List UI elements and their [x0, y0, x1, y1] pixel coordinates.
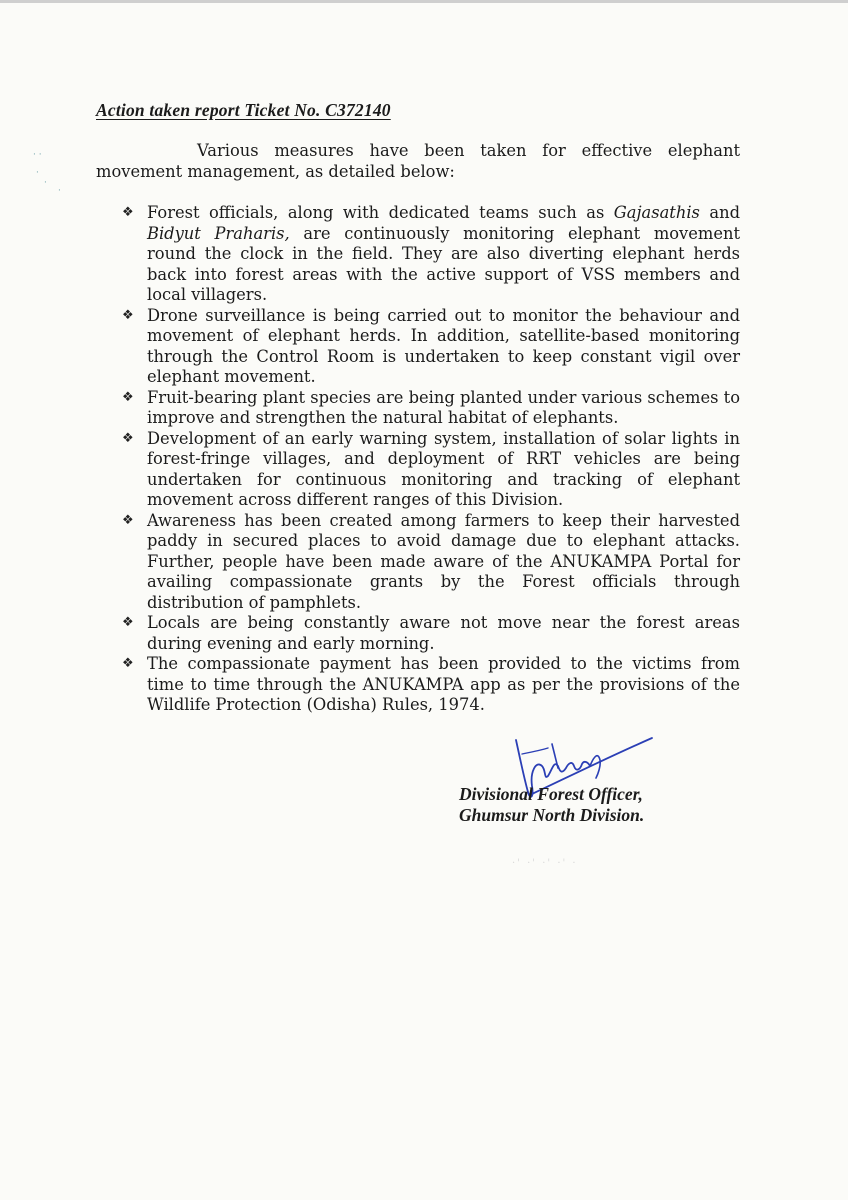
intro-paragraph: Various measures have been taken for effective elephant movement management, as detailed below: — [96, 141, 740, 181]
scan-speck: · — [58, 186, 61, 196]
list-item-text: Awareness has been created among farmers to keep their harvested paddy in secured places to avoid damage due to elephant attacks. Further, people have been made aware of the ANUKAMPA Portal for availing compassionate grants by the Forest officials through distribution of pamphlets. — [147, 510, 740, 612]
diamond-bullet-icon: ❖ — [122, 430, 134, 446]
list-item — [122, 203, 740, 306]
diamond-bullet-icon: ❖ — [122, 307, 134, 323]
list-item-text: Fruit-bearing plant species are being planted under various schemes to improve and strengthen the natural habitat of elephants. — [147, 387, 740, 427]
list-item-text: Forest officials, along with dedicated teams such as Gajasathis and Bidyut Praharis, are continuously monitoring elephant movement round the clock in the field. They are also diverting elephant herds back into forest areas with the active support of VSS members and local villagers. — [147, 203, 740, 304]
diamond-bullet-icon: ❖ — [122, 512, 134, 528]
diamond-bullet-icon: ❖ — [122, 656, 134, 671]
measures-list — [122, 203, 740, 716]
list-item — [122, 429, 740, 511]
list-item-text: Development of an early warning system, installation of solar lights in forest-fringe villages, and deployment of RRT vehicles are being undertaken for continuous monitoring and tracking of elephant movement across different ranges of this Division. — [147, 428, 740, 509]
signatory-division: Ghumsur North Division. — [459, 805, 645, 825]
diamond-bullet-icon: ❖ — [122, 389, 134, 405]
page-top-edge — [0, 0, 848, 3]
faint-bleed-mark: ·' ·' ·' ·' · — [512, 858, 578, 869]
scan-speck: · · — [33, 150, 42, 160]
list-item-text: Drone surveillance is being carried out to monitor the behaviour and movement of elephant herds. In addition, satellite-based monitoring through the Control Room is undertaken to keep constant vigil over elephant movement. — [147, 305, 740, 386]
list-item — [122, 511, 740, 614]
signatory-block — [459, 784, 644, 826]
list-item-text: The compassionate payment has been provided to the victims from time to time through the ANUKAMPA app as per the provisions of the Wildlife Protection (Odisha) Rules, 1974. — [147, 654, 740, 714]
list-item-text: Locals are being constantly aware not move near the forest areas during evening and early morning. — [147, 613, 740, 653]
list-item — [122, 306, 740, 388]
report-title: Action taken report Ticket No. C372140 — [96, 100, 391, 120]
list-item — [122, 613, 740, 654]
diamond-bullet-icon: ❖ — [122, 205, 134, 220]
list-item — [122, 654, 740, 716]
scan-speck: · — [36, 168, 39, 178]
list-item — [122, 388, 740, 429]
scan-speck: · — [44, 178, 47, 188]
diamond-bullet-icon: ❖ — [122, 615, 134, 630]
signatory-designation: Divisional Forest Officer, — [459, 784, 643, 804]
